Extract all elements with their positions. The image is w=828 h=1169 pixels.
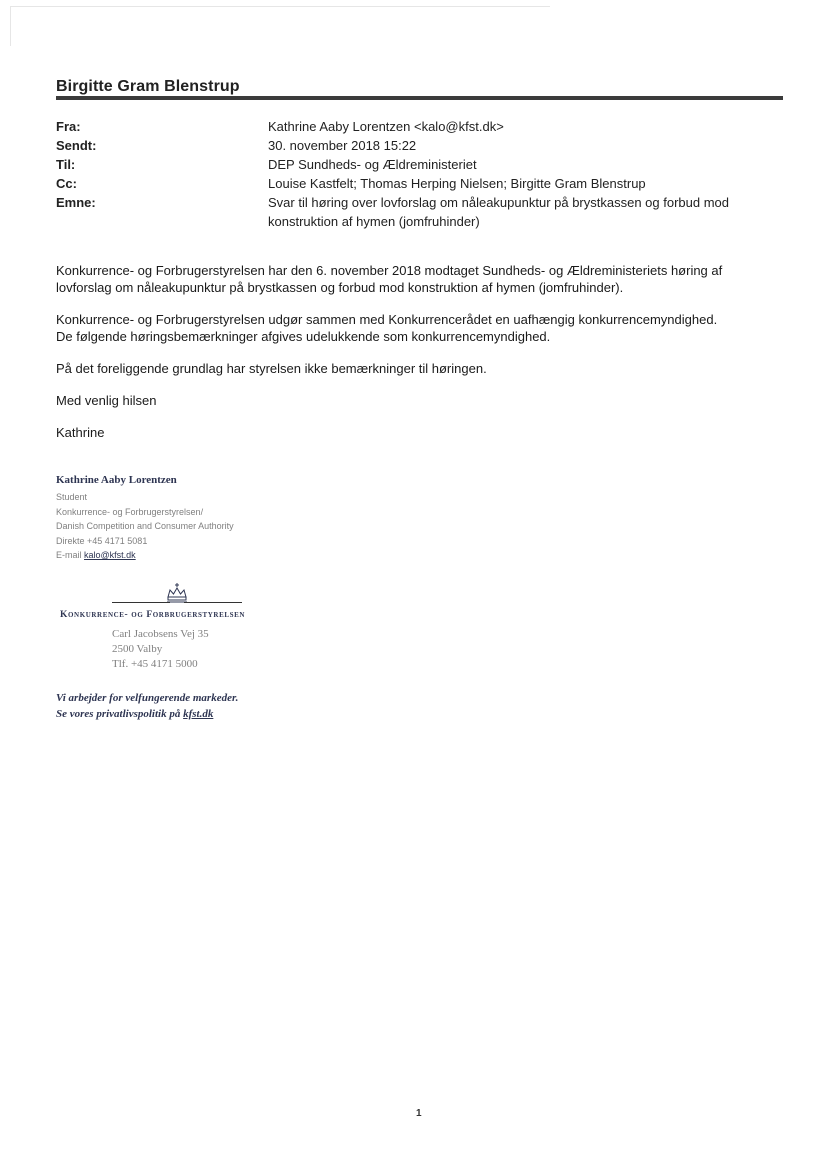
from-value: Kathrine Aaby Lorentzen <kalo@kfst.dk> <box>268 119 504 134</box>
signature-email-row <box>56 548 234 563</box>
sent-label: Sendt: <box>56 138 97 153</box>
scan-edge <box>10 6 11 46</box>
cc-label: Cc: <box>56 176 77 191</box>
cc-value: Louise Kastfelt; Thomas Herping Nielsen; Birgitte Gram Blenstrup <box>268 176 646 191</box>
body-paragraph: Konkurrence- og Forbrugerstyrelsen har den 6. november 2018 modtaget Sundheds- og Ældreministeriets høring af lovforslag om nåleakupunktur på brystkassen og forbud mod konstruktion af hymen (jomfruhinder). <box>56 263 723 295</box>
crown-icon <box>163 582 191 604</box>
title-divider <box>56 96 783 100</box>
agency-address <box>112 627 209 672</box>
signature-phone: Direkte +45 4171 5081 <box>56 535 148 546</box>
subject-label: Emne: <box>56 195 96 210</box>
subject-row <box>56 193 776 231</box>
slogan-line <box>56 706 238 722</box>
subject-value: Svar til høring over lovforslag om nåleakupunktur på brystkassen og forbud mod konstruktion af hymen (jomfruhinder) <box>268 195 730 229</box>
signature-org-en: Danish Competition and Consumer Authority <box>56 521 234 531</box>
cc-row <box>56 174 776 193</box>
from-row <box>56 117 776 136</box>
logo-rule <box>184 602 242 603</box>
address-city: 2500 Valby <box>112 643 163 655</box>
body-line: Konkurrence- og Forbrugerstyrelsen udgør sammen med Konkurrencerådet en uafhængig konkurrencemyndighed. <box>56 312 718 327</box>
address-street: Carl Jacobsens Vej 35 <box>112 628 209 640</box>
scan-edge <box>10 6 550 7</box>
address-phone: Tlf. +45 4171 5000 <box>112 658 198 670</box>
email-label: E-mail <box>56 550 85 560</box>
slogan-line: Vi arbejder for velfungerende markeder. <box>56 692 239 704</box>
website-link[interactable]: kfst.dk <box>183 708 214 720</box>
from-label: Fra: <box>56 119 81 134</box>
signature-org-da: Konkurrence- og Forbrugerstyrelsen/ <box>56 506 204 517</box>
page-number: 1 <box>416 1108 422 1119</box>
sender-first-name: Kathrine <box>56 425 105 440</box>
signature-role: Student <box>56 492 88 502</box>
sent-row <box>56 136 776 155</box>
slogan-prefix: Se vores privatlivspolitik på <box>56 708 184 720</box>
closing-text: Med venlig hilsen <box>56 393 157 408</box>
signature-name: Kathrine Aaby Lorentzen <box>56 474 177 486</box>
signature-slogan <box>56 690 238 722</box>
body-line: De følgende høringsbemærkninger afgives udelukkende som konkurrencemyndighed. <box>56 329 551 344</box>
logo-rule <box>112 602 170 603</box>
body-paragraph <box>56 311 776 345</box>
to-label: Til: <box>56 157 76 172</box>
body-paragraph: På det foreliggende grundlag har styrelsen ikke bemærkninger til høringen. <box>56 361 487 376</box>
to-value: DEP Sundheds- og Ældreministeriet <box>268 157 477 172</box>
document-title: Birgitte Gram Blenstrup <box>56 78 240 95</box>
sent-value: 30. november 2018 15:22 <box>268 138 417 153</box>
logo-wordmark: Konkurrence- og Forbrugerstyrelsen <box>60 610 246 620</box>
email-link[interactable]: kalo@kfst.dk <box>84 550 136 560</box>
email-body <box>56 262 776 456</box>
to-row <box>56 155 776 174</box>
signature-block <box>56 474 234 563</box>
email-header <box>56 117 776 231</box>
